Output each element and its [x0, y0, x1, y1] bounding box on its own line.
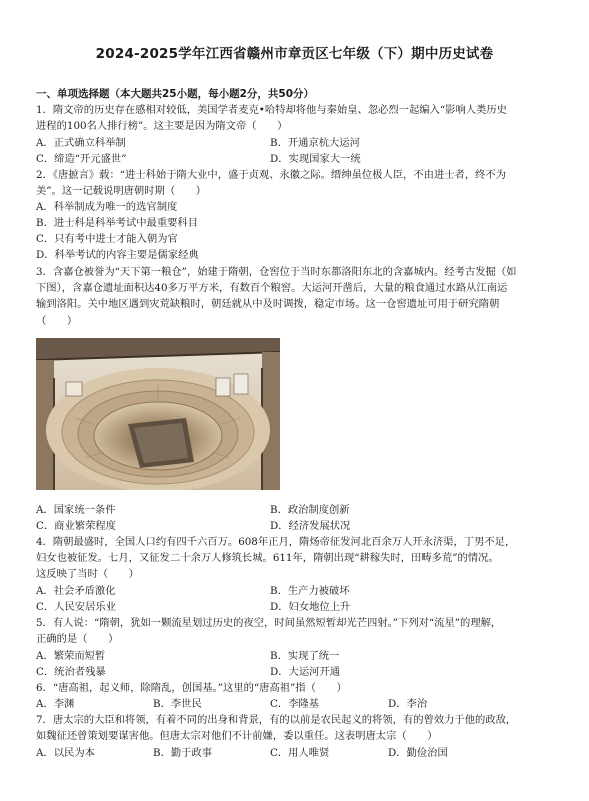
q3-stem-line-1: 3．含嘉仓被誉为“天下第一粮仓”，始建于隋朝，仓窖位于当时东都洛阳东北的含嘉城内。经考古发掘（如 [36, 266, 517, 278]
q3-stem-line-2: 下图），含嘉仓遗址面积达40多万平方米，有数百个粮窖。大运河开凿后，大量的粮食通过水路从江南运 [36, 282, 508, 294]
q1-stem-line-2: 进程的100名人排行榜”。这主要是因为隋文帝（ ） [36, 120, 288, 132]
q4-stem-line-2: 妇女也被征发。七月，又征发二十余万人修筑长城。611年，隋朝出现“耕稼失时，田畴多荒”的情况。 [36, 552, 499, 564]
q1-option-c: C．缔造“开元盛世” [36, 153, 127, 165]
q6-option-a: A．李渊 [36, 698, 75, 710]
q2-stem-line-1: 2．《唐摭言》载：“进士科始于隋大业中，盛于贞观、永徽之际。缙绅虽位极人臣，不由进士者，终不为 [36, 169, 507, 181]
q6-option-d: D．李治 [388, 698, 428, 710]
section-heading: 一、单项选择题（本大题共25小题，每小题2分，共50分） [36, 88, 315, 100]
q4-option-b: B．生产力被破坏 [270, 585, 350, 597]
q4-stem-line-3: 这反映了当时（ ） [36, 568, 139, 580]
q2-option-d: D．科举考试的内容主要是儒家经典 [36, 249, 199, 261]
q7-stem-line-2: 如魏征还曾策划要谋害他。但唐太宗对他们不计前嫌，委以重任。这表明唐太宗（ ） [36, 730, 438, 742]
q1-option-a: A．正式确立科举制 [36, 137, 126, 149]
page-title: 2024-2025学年江西省赣州市章贡区七年级（下）期中历史试卷 [95, 46, 494, 62]
q6-option-b: B．李世民 [153, 698, 202, 710]
q2-option-c: C．只有考中进士才能入朝为官 [36, 233, 178, 245]
q5-option-d: D．大运河开通 [270, 666, 341, 678]
q7-option-a: A．以民为本 [36, 747, 95, 759]
q3-option-a: A．国家统一条件 [36, 504, 116, 516]
q3-option-d: D．经济发展状况 [270, 520, 351, 532]
q2-option-b: B．进士科是科举考试中最重要科目 [36, 217, 199, 229]
q5-stem-line-1: 5．有人说：“隋朝，犹如一颗流星划过历史的夜空，时间虽然短暂却光芒四射。”下列对“流星”的理解， [36, 617, 502, 629]
granary-excavation-photo [36, 338, 280, 490]
q3-option-c: C．商业繁荣程度 [36, 520, 116, 532]
q4-option-d: D．妇女地位上升 [270, 601, 351, 613]
q3-stem-line-4: （ ） [36, 315, 78, 327]
q3-option-b: B．政治制度创新 [270, 504, 350, 516]
q5-option-c: C．统治者残暴 [36, 666, 106, 678]
q6-option-c: C．李隆基 [270, 698, 320, 710]
q5-stem-line-2: 正确的是（ ） [36, 633, 119, 645]
q6-stem-line-1: 6．“唐高祖，起义师，除隋乱，创国基。”这里的“唐高祖”指（ ） [36, 682, 347, 694]
q3-stem-line-3: 输到洛阳。关中地区遇到灾荒缺粮时，朝廷就从中及时调拨，稳定市场。这一仓窖遗址可用于研究隋朝 [36, 298, 500, 310]
q4-option-c: C．人民安居乐业 [36, 601, 116, 613]
q1-option-d: D．实现国家大一统 [270, 153, 361, 165]
q1-option-b: B．开通京杭大运河 [270, 137, 360, 149]
q4-stem-line-1: 4．隋朝最盛时，全国人口约有四千六百万。608年正月，隋炀帝征发河北百余万人开永济渠，丁男不足， [36, 536, 516, 548]
q2-stem-line-2: 美”。这一记载说明唐朝时期（ ） [36, 185, 207, 197]
q7-option-d: D．勤俭治国 [388, 747, 448, 759]
q2-option-a: A．科举制成为唯一的选官制度 [36, 201, 178, 213]
q1-stem-line-1: 1．隋文帝的历史存在感相对较低，美国学者麦克•哈特却将他与秦始皇、忽必烈一起编入“影响人类历史 [36, 104, 507, 116]
q5-option-b: B．实现了统一 [270, 650, 340, 662]
q4-option-a: A．社会矛盾激化 [36, 585, 116, 597]
q5-option-a: A．繁荣而短暂 [36, 650, 106, 662]
q7-option-b: B．勤于政事 [153, 747, 213, 759]
q7-option-c: C．用人唯贤 [270, 747, 330, 759]
q7-stem-line-1: 7．唐太宗的大臣和将领，有着不同的出身和背景，有的以前是农民起义的将领，有的曾效力于他的政敌， [36, 714, 517, 726]
